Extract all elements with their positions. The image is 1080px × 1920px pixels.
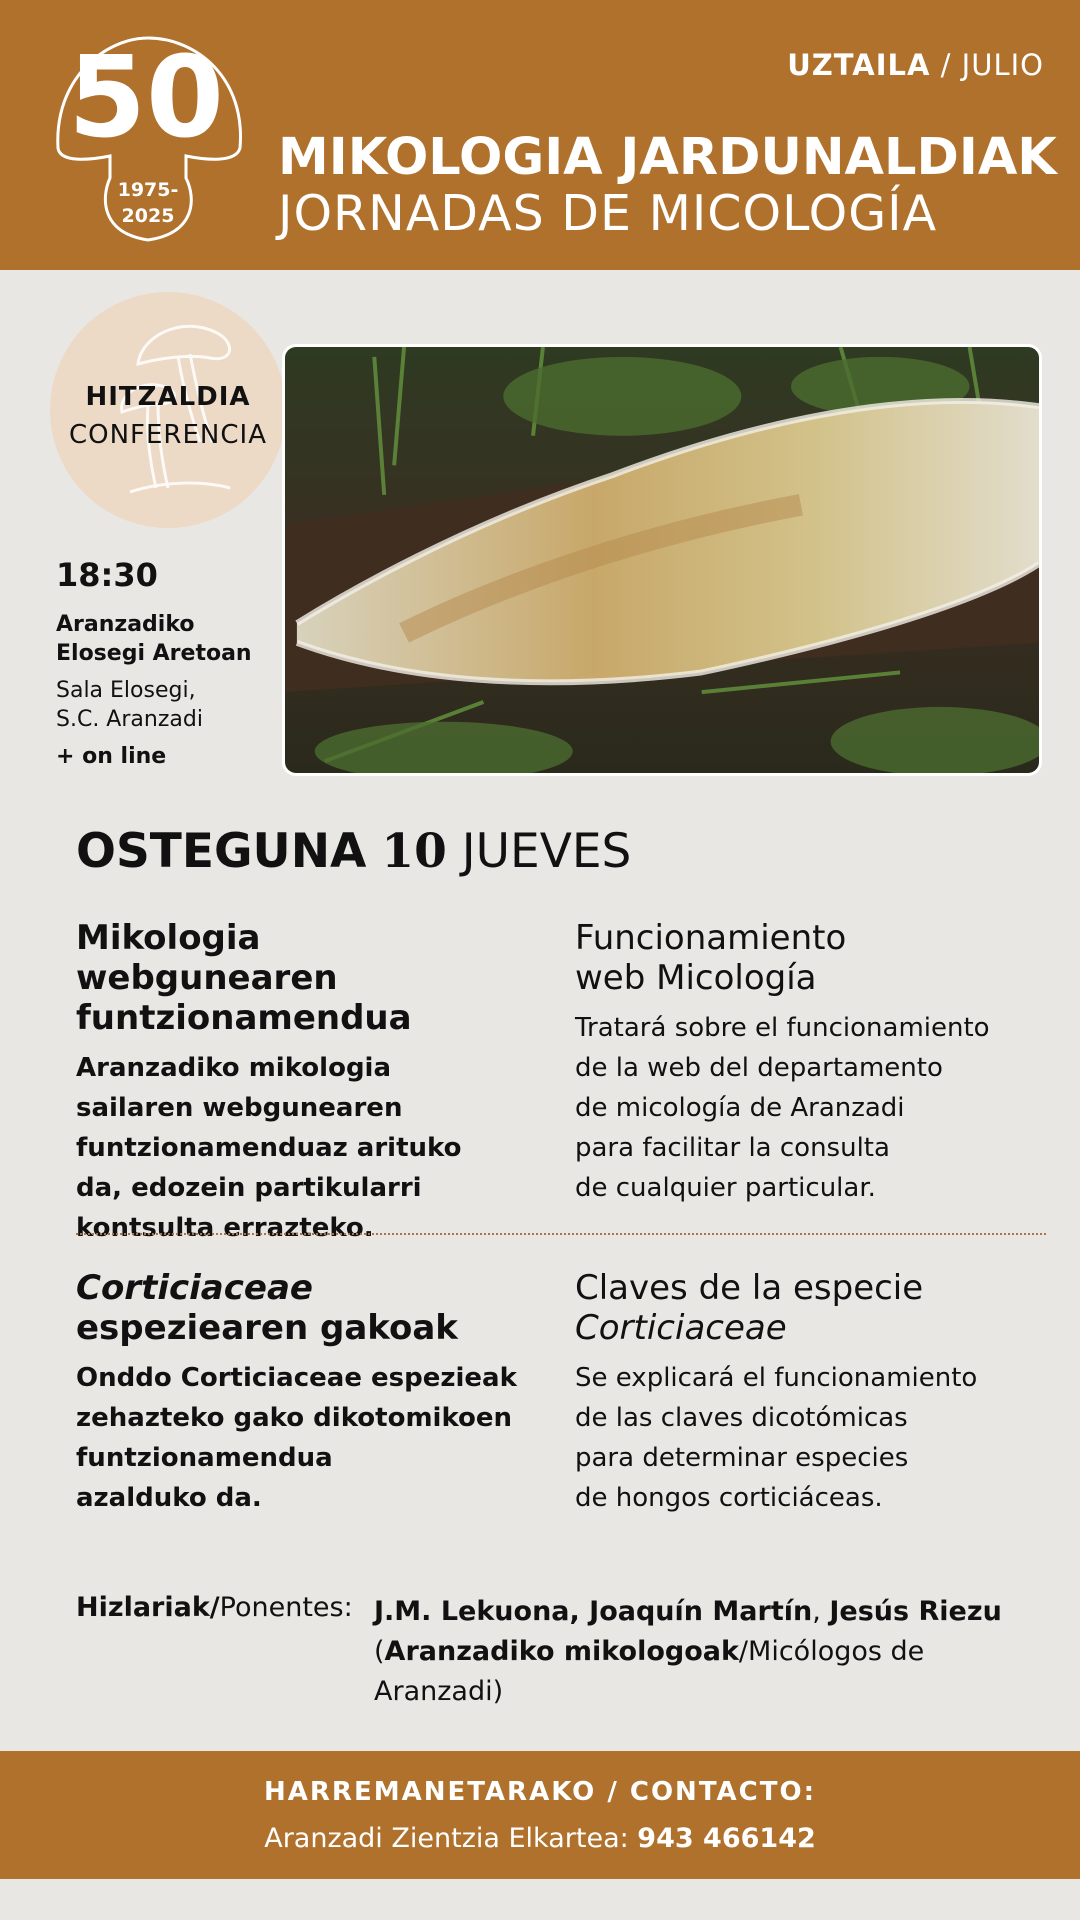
talk-desc-line: kontsulta errazteko.	[76, 1213, 374, 1243]
talk-2-title-spanish	[575, 1268, 1045, 1348]
talk-1-title-basque	[76, 918, 526, 1038]
online-note: + on line	[56, 744, 167, 769]
speakers-label-separator: /	[209, 1592, 220, 1623]
talk-desc-line: zehazteko gako dikotomikoen	[76, 1403, 513, 1433]
conference-badge	[50, 292, 286, 528]
talk-1-title-spanish	[575, 918, 1045, 998]
month-eu: UZTAILA	[787, 48, 931, 82]
month-label	[787, 48, 1044, 82]
speakers-label-basque: Hizlariak	[76, 1592, 210, 1623]
talk-1-description-spanish	[575, 1008, 1045, 1208]
venue-spanish-line: Sala Elosegi,	[56, 678, 196, 703]
talk-1-spanish	[575, 918, 1045, 1208]
weekday-spanish: JUEVES	[461, 824, 632, 879]
month-separator: /	[930, 48, 962, 82]
speaker-role-spanish: Micólogos de Aranzadi)	[374, 1636, 925, 1707]
talk-2-basque	[76, 1268, 526, 1518]
talk-desc-line: para determinar especies	[575, 1443, 909, 1473]
talk-desc-line: funtzionamendua	[76, 1443, 333, 1473]
contact-title: HARREMANETARAKO / CONTACTO:	[264, 1777, 816, 1807]
badge-type-basque: HITZALDIA	[85, 382, 251, 412]
event-time: 18:30	[56, 556, 158, 594]
talk-desc-line: de las claves dicotómicas	[575, 1403, 908, 1433]
logo-number: 50	[68, 33, 224, 163]
title-spanish: JORNADAS DE MICOLOGÍA	[278, 185, 938, 242]
talk-desc-line: azalduko da.	[76, 1483, 262, 1513]
talk-2-description-basque	[76, 1358, 526, 1518]
day-number: 10	[381, 824, 447, 879]
speaker-role-basque: Aranzadiko mikologoak	[384, 1636, 739, 1667]
talk-desc-line: de micología de Aranzadi	[575, 1093, 905, 1123]
talk-title-line: funtzionamendua	[76, 998, 412, 1038]
talk-title-line: Corticiaceae	[76, 1268, 313, 1308]
speaker-role-separator: /	[738, 1636, 749, 1667]
anniversary-logo	[46, 28, 250, 248]
talk-desc-line: funtzionamenduaz arituko	[76, 1133, 462, 1163]
talk-desc-line: para facilitar la consulta	[575, 1133, 890, 1163]
venue-basque	[56, 610, 276, 668]
logo-years-top: 1975-	[117, 179, 179, 201]
talk-2-description-spanish	[575, 1358, 1045, 1518]
speakers-label-spanish: Ponentes:	[219, 1592, 353, 1623]
talk-1-basque	[76, 918, 526, 1248]
title-basque: MIKOLOGIA JARDUNALDIAK	[278, 128, 1057, 187]
speakers-names	[374, 1592, 1034, 1712]
talk-title-line: Corticiaceae	[575, 1308, 787, 1348]
speaker-names-1: J.M. Lekuona, Joaquín Martín	[374, 1596, 813, 1627]
fungus-photo	[282, 344, 1042, 776]
talk-desc-line: Se explicará el funcionamiento	[575, 1363, 978, 1393]
month-es: JULIO	[961, 48, 1044, 82]
talk-desc-line: Aranzadiko mikologia	[76, 1053, 392, 1083]
venue-basque-line: Elosegi Aretoan	[56, 641, 252, 666]
talk-desc-line: Onddo Corticiaceae espezieak	[76, 1363, 517, 1393]
contact-line	[0, 1823, 1080, 1854]
venue-spanish-line: S.C. Aranzadi	[56, 707, 203, 732]
talk-title-line: Claves de la especie	[575, 1268, 924, 1308]
weekday-basque: OSTEGUNA	[76, 824, 367, 879]
talk-title-line: Funcionamiento	[575, 918, 847, 958]
speaker-open-paren: (	[374, 1636, 385, 1667]
mushroom-icon	[46, 28, 250, 248]
talk-desc-line: Tratará sobre el funcionamiento	[575, 1013, 990, 1043]
talk-2-title-basque	[76, 1268, 526, 1348]
talk-desc-line: de hongos corticiáceas.	[575, 1483, 883, 1513]
talk-desc-line: de cualquier particular.	[575, 1173, 876, 1203]
speaker-comma: ,	[812, 1596, 830, 1627]
contact-footer	[0, 1751, 1080, 1879]
contact-phone[interactable]: 943 466142	[637, 1823, 816, 1854]
venue-spanish	[56, 676, 276, 734]
talk-title-line: Mikologia webgunearen	[76, 918, 338, 998]
talk-title-line: espeziearen gakoak	[76, 1308, 458, 1348]
talk-title-line: web Micología	[575, 958, 817, 998]
talk-desc-line: da, edozein partikularri	[76, 1173, 422, 1203]
talk-2-spanish	[575, 1268, 1045, 1518]
header-banner	[0, 0, 1080, 270]
speakers-label	[76, 1592, 353, 1623]
logo-years-bottom: 2025	[121, 205, 175, 227]
badge-type-spanish: CONFERENCIA	[68, 420, 267, 450]
venue-basque-line: Aranzadiko	[56, 612, 195, 637]
contact-label: Aranzadi Zientzia Elkartea:	[264, 1823, 638, 1854]
talk-desc-line: de la web del departamento	[575, 1053, 943, 1083]
section-divider	[76, 1233, 1046, 1235]
speaker-names-2: Jesús Riezu	[829, 1596, 1002, 1627]
talk-desc-line: sailaren webgunearen	[76, 1093, 403, 1123]
day-heading	[76, 824, 631, 879]
corticiaceae-fungus-image	[285, 347, 1039, 773]
talk-1-description-basque	[76, 1048, 526, 1248]
